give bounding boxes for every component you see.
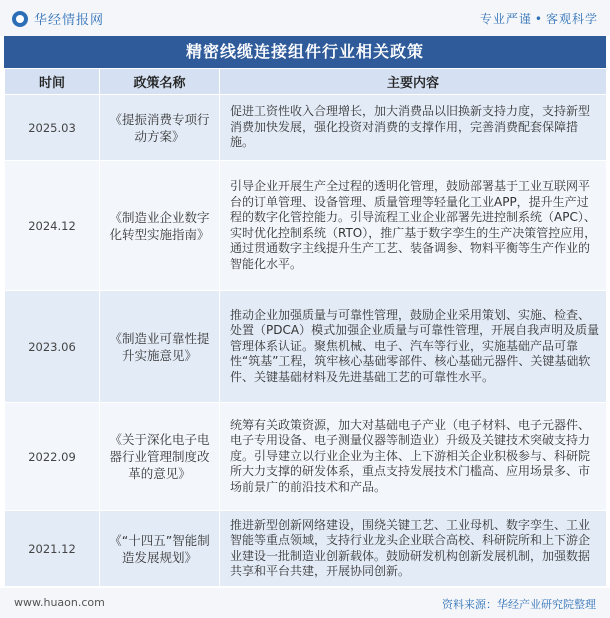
logo-icon [12, 11, 28, 27]
brand-logo[interactable] [12, 9, 104, 28]
column-header-content: 主要内容 [220, 69, 607, 95]
policy-table-container [4, 68, 606, 587]
table-header-row [5, 69, 607, 95]
cell-time: 2021.12 [5, 511, 100, 587]
cell-policy: 《制造业可靠性提升实施意见》 [100, 291, 220, 403]
cell-time: 2025.03 [5, 95, 100, 161]
cell-content: 促进工资性收入合理增长，加大消费品以旧换新支持力度，支持新型消费加快发展，强化投资对消费的支撑作用，完善消费配套保障措施。 [220, 95, 607, 161]
cell-content: 统筹有关政策资源，加大对基础电子产业（电子材料、电子元器件、电子专用设备、电子测量仪器等制造业）升级及关键技术突破支持力度。引导建立以行业企业为主体、上下游相关企业积极参与、科研院所大力支撑的研发体系，重点支持发展技术门槛高、应用场景多、市场前景广的前沿技术和产品。 [220, 403, 607, 511]
table-row [5, 95, 607, 161]
slogan-separator: • [534, 12, 543, 26]
column-header-time: 时间 [5, 69, 100, 95]
slogan [480, 10, 598, 27]
table-row [5, 291, 607, 403]
data-source: 资料来源：华经产业研究院整理 [442, 598, 596, 611]
table-row [5, 161, 607, 291]
cell-time: 2024.12 [5, 161, 100, 291]
footer [0, 588, 610, 618]
cell-content: 推动企业加强质量与可靠性管理，鼓励企业采用策划、实施、检查、处置（PDCA）模式加强企业质量与可靠性管理，开展自我声明及质量管理体系认证。聚焦机械、电子、汽车等行业，实施基础产品可靠性“筑基”工程，筑牢核心基础零部件、核心基础元器件、关键基础软件、关键基础材料及先进基础工艺的可靠性水平。 [220, 291, 607, 403]
slogan-right: 客观科学 [545, 12, 598, 26]
page-title: 精密线缆连接组件行业相关政策 [4, 36, 606, 68]
slogan-left: 专业严谨 [479, 12, 532, 26]
column-header-policy: 政策名称 [100, 69, 220, 95]
cell-time: 2023.06 [5, 291, 100, 403]
cell-time: 2022.09 [5, 403, 100, 511]
cell-policy: 《“十四五”智能制造发展规划》 [100, 511, 220, 587]
site-url[interactable]: www.huaon.com [14, 596, 105, 609]
cell-policy: 《制造业企业数字化转型实施指南》 [100, 161, 220, 291]
table-row [5, 511, 607, 587]
top-bar [0, 0, 610, 36]
logo-text: 华经情报网 [34, 13, 105, 28]
cell-policy: 《提振消费专项行动方案》 [100, 95, 220, 161]
policy-table [4, 68, 607, 587]
cell-content: 推进新型创新网络建设，围绕关键工艺、工业母机、数字孪生、工业智能等重点领域，支持行业龙头企业联合高校、科研院所和上下游企业建设一批制造业创新载体。鼓励研发机构创新发展机制，加强数据共享和平台共建，开展协同创新。 [220, 511, 607, 587]
table-row [5, 403, 607, 511]
cell-policy: 《关于深化电子电器行业管理制度改革的意见》 [100, 403, 220, 511]
cell-content: 引导企业开展生产全过程的透明化管理，鼓励部署基于工业互联网平台的订单管理、设备管理、质量管理等轻量化工业APP，提升生产过程的数字化管控能力。引导流程工业企业部署先进控制系统（APC）、实时优化控制系统（RTO），推广基于数字孪生的生产决策管控应用，通过贯通数字主线提升生产工艺、装备调参、物料平衡等生产作业的智能化水平。 [220, 161, 607, 291]
